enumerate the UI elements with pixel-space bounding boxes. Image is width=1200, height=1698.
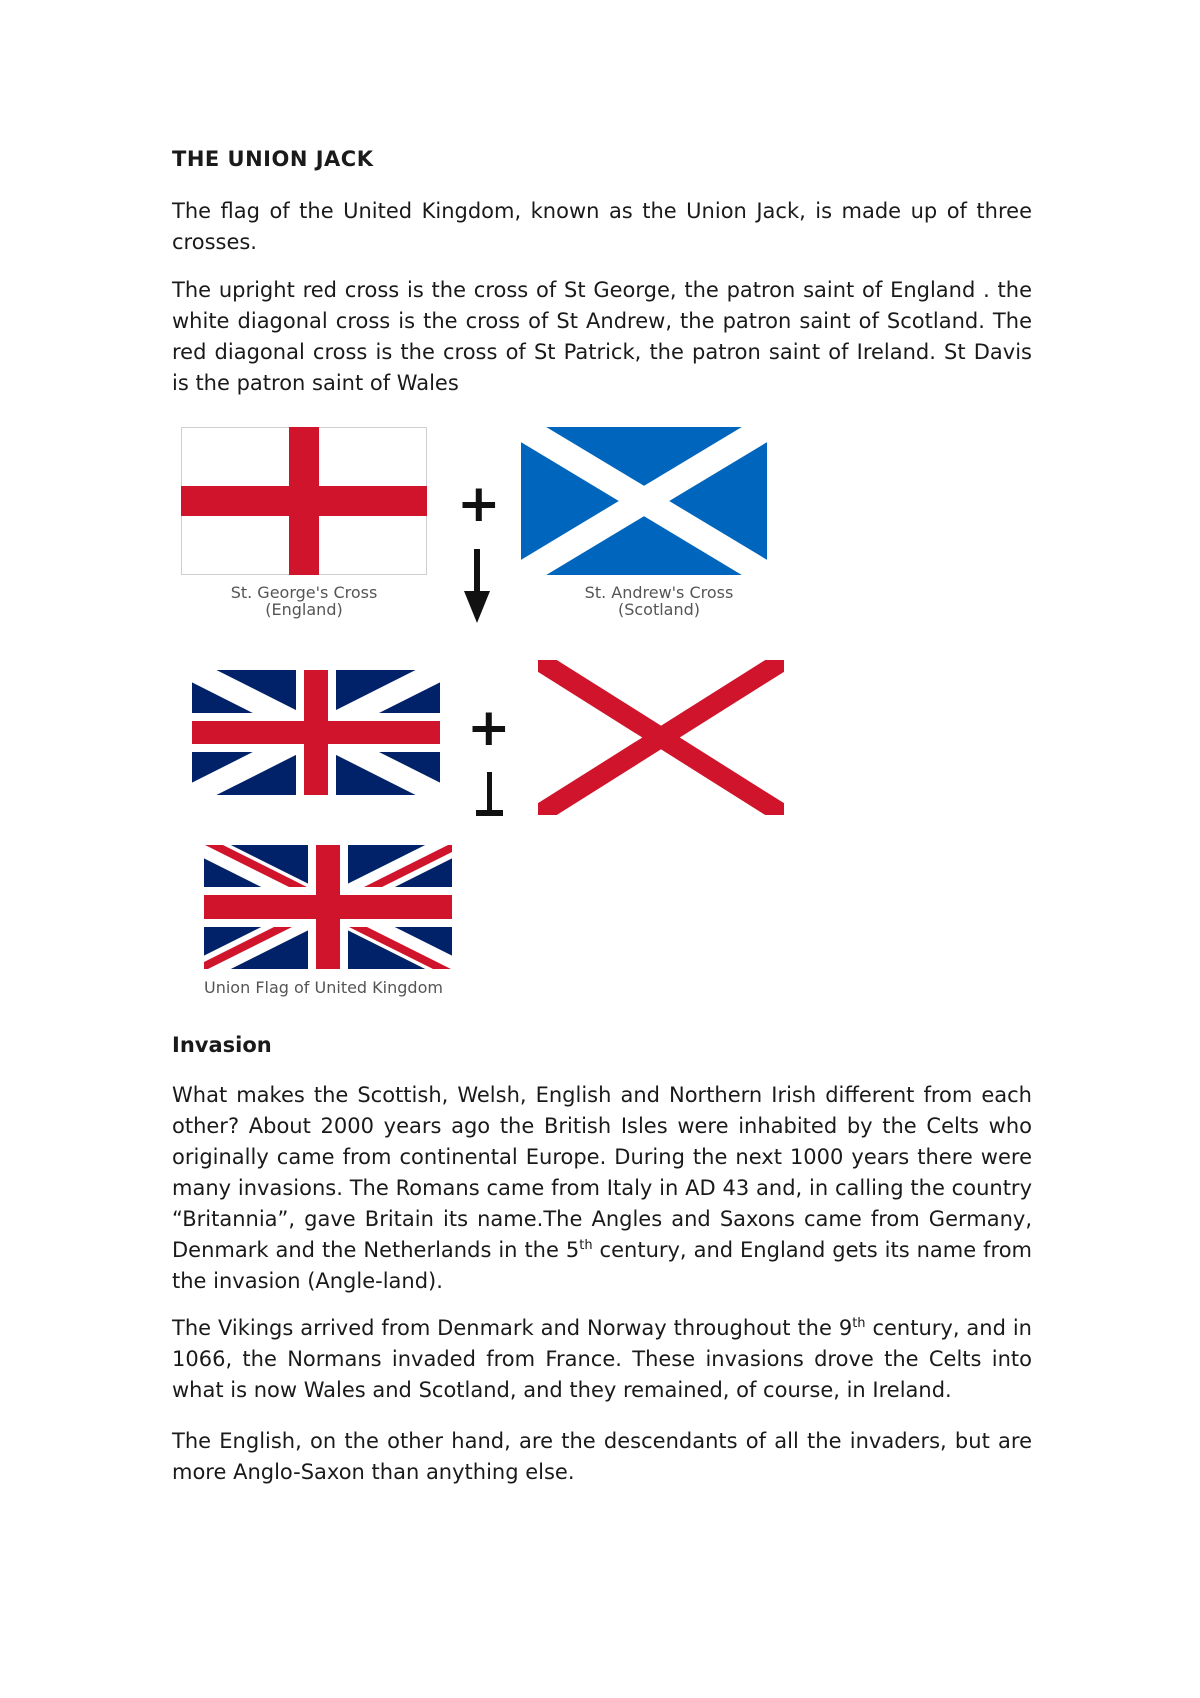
st-george-caption [181, 584, 427, 618]
invasion-heading: Invasion [172, 1033, 272, 1057]
st-george-caption-line1: St. George's Cross [230, 583, 378, 602]
st-andrew-caption-line1: St. Andrew's Cross [584, 583, 734, 602]
crosses-paragraph: The upright red cross is the cross of St George, the patron saint of England . the white diagonal cross is the cross of St Andrew, the patron saint of Scotland. The red diagonal cross is the cross of St Patrick, the patron saint of Ireland. St Davis is the patron saint of Wales [172, 278, 1032, 395]
invasion-paragraph-2 [172, 1313, 1032, 1406]
st-george-caption-line2: (England) [265, 600, 343, 619]
invasion-p1-sup: th [579, 1238, 593, 1253]
plus-sign-top: + [457, 474, 501, 534]
st-george-flag [181, 427, 427, 575]
union-flag [204, 845, 452, 969]
down-arrow-icon [462, 549, 492, 625]
st-andrew-caption-line2: (Scotland) [617, 600, 701, 619]
equals-bar-icon [474, 772, 504, 818]
st-andrew-caption [521, 584, 797, 618]
page-title: THE UNION JACK [172, 147, 374, 171]
invasion-p1-text-b: century, and England gets its name from the invasion (Angle-land). [172, 1238, 1032, 1293]
plus-sign-middle: + [467, 698, 511, 758]
invasion-paragraph-3: The English, on the other hand, are the descendants of all the invaders, but are more Anglo-Saxon than anything else. [172, 1429, 1032, 1484]
union-flag-caption: Union Flag of United Kingdom [204, 978, 443, 997]
st-andrew-flag [521, 427, 767, 575]
st-patrick-flag [538, 660, 784, 815]
invasion-p2-sup: th [852, 1316, 866, 1331]
invasion-p2-text-b: century, and in 1066, the Normans invaded from France. These invasions drove the Celts into what is now Wales and Scotland, and they remained, of course, in Ireland. [172, 1316, 1032, 1402]
intro-paragraph: The flag of the United Kingdom, known as the Union Jack, is made up of three crosses. [172, 199, 1032, 254]
invasion-p1-text-a: What makes the Scottish, Welsh, English and Northern Irish different from each other? About 2000 years ago the British Isles were inhabited by the Celts who originally came from continental Europe. During the next 1000 years there were many invasions. The Romans came from Italy in AD 43 and, in calling the country “Britannia”, gave Britain its name.The Angles and Saxons came from Germany, Denmark and the Netherlands in the 5 [172, 1083, 1032, 1262]
invasion-paragraph-1 [172, 1080, 1032, 1297]
england-scotland-union-flag [192, 670, 440, 795]
invasion-p2-text-a: The Vikings arrived from Denmark and Norway throughout the 9 [172, 1316, 853, 1340]
